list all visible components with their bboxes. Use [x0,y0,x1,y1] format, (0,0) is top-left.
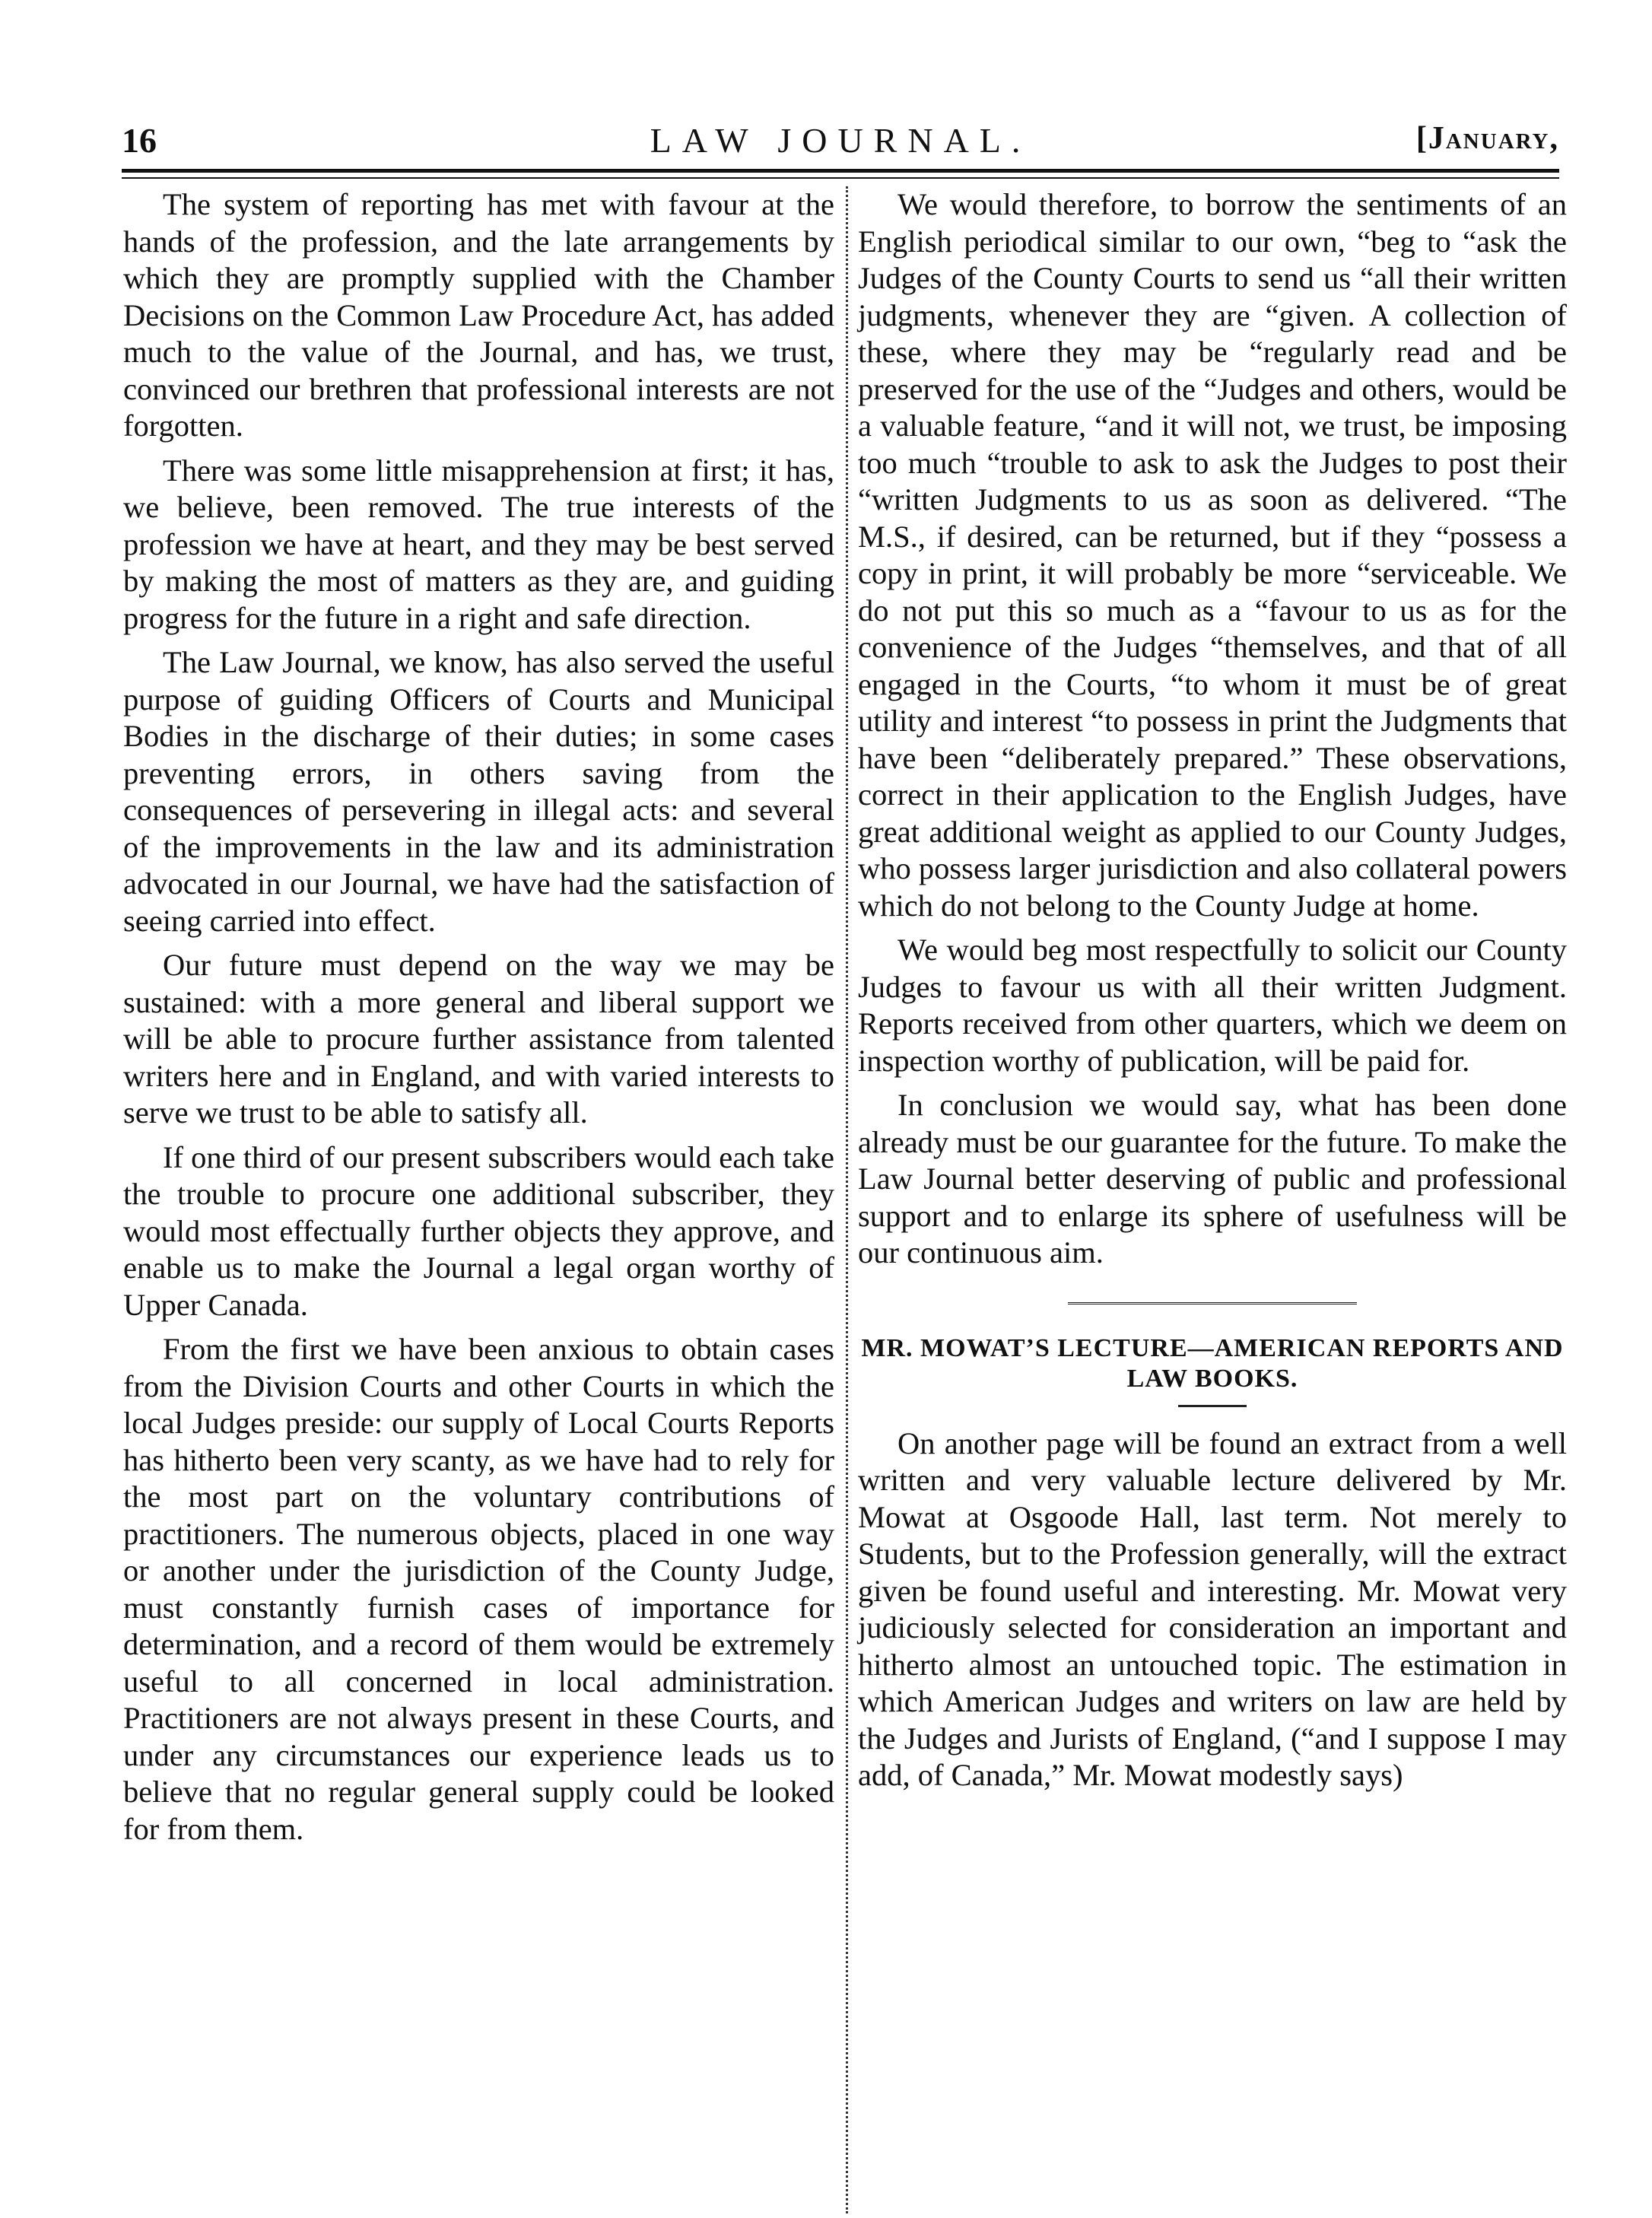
paragraph: We would therefore, to borrow the sentiments of an English periodical similar to our own, “beg to “ask the Judges of the County Courts to send us “all their written judgments, whenever they are “given. A collection of these, where they may be “regularly read and be preserved for the use of the “Judges and others, would be a valuable feature, “and it will not, we trust, be imposing too much “trouble to ask to ask the Judges to post their “written Judgments to us as soon as delivered. “The M.S., if desired, can be returned, but if they “possess a copy in print, it will probably be more “serviceable. We do not put this so much as a “favour to us as for the convenience of the Judges “themselves, and that of all engaged in the Courts, “to whom it must be of great utility and interest “to possess in print the Judgments that have been “deliberately prepared.” These observations, correct in their application to the English Judges, have great additional weight as applied to our County Judges, who possess larger jurisdiction and also collateral powers which do not belong to the County Judge at home. [858,187,1567,923]
paragraph: We would beg most respectfully to solicit our County Judges to favour us with all their written Judgment. Reports received from other quarters, which we deem on inspection worthy of publication, will be paid for. [858,933,1567,1078]
section-separator [1068,1302,1357,1304]
paragraph: From the first we have been anxious to obtain cases from the Division Courts and other Courts in which the local Judges preside: our supply of Local Courts Reports has hitherto been very scanty, as we have had to rely for the most part on the voluntary contributions of practitioners. The numerous objects, placed in one way or another under the jurisdiction of the County Judge, must constantly furnish cases of importance for determination, and a record of them would be extremely useful to all concerned in local administration. Practitioners are not always present in these Courts, and under any circumstances our experience leads us to believe that no regular general supply could be looked for from them. [123,1332,834,1846]
heading-underline [1178,1405,1247,1407]
paragraph: The Law Journal, we know, has also served the useful purpose of guiding Officers of Courts and Municipal Bodies in the discharge of their duties; in some cases preventing errors, in others saving from the consequences of persevering in illegal acts: and several of the improvements in the law and its administration advocated in our Journal, we have had the satisfaction of seeing carried into effect. [123,645,834,938]
section-heading: MR. MOWAT’S LECTURE—AMERICAN REPORTS AND LAW BOOKS. [861,1333,1564,1393]
header-rule-secondary [122,177,1559,179]
paragraph: On another page will be found an extract from a well written and very valuable lecture delivered by Mr. Mowat at Osgoode Hall, last term. Not merely to Students, but to the Profession generally, will the extract given be found useful and interesting. Mr. Mowat very judiciously selected for consideration an important and hitherto almost an untouched topic. The estimation in which American Judges and writers on law are held by the Judges and Jurists of England, (“and I suppose I may add, of Canada,” Mr. Mowat modestly says) [858,1425,1567,1792]
header-rule [122,169,1559,173]
paragraph: Our future must depend on the way we may be sustained: with a more general and liberal support we will be able to procure further assistance from talented writers here and in England, and with varied interests to serve we trust to be able to satisfy all. [123,948,834,1130]
running-header [122,114,1559,167]
paragraph: There was some little misapprehension at first; it has, we believe, been removed. The true interests of the profession we have at heart, and they may be best served by making the most of matters as they are, and guiding progress for the future in a right and safe direction. [123,453,834,635]
page-number: 16 [122,121,157,160]
column-divider [846,186,848,2213]
paragraph: The system of reporting has met with favour at the hands of the profession, and the late arrangements by which they are promptly supplied with the Chamber Decisions on the Common Law Procedure Act, has added much to the value of the Journal, and has, we trust, convinced our brethren that professional interests are not forgotten. [123,187,834,443]
issue-month: [January, [1415,121,1559,156]
paragraph: In conclusion we would say, what has been done already must be our guarantee for the future. To make the Law Journal better deserving of public and professional support and to enlarge its sphere of usefulness will be our continuous aim. [858,1088,1567,1269]
journal-title: LAW JOURNAL. [650,121,1031,160]
left-column [123,186,834,1855]
right-column [858,186,1567,1802]
paragraph: If one third of our present subscribers would each take the trouble to procure one additional subscriber, they would most effectually further objects they approve, and enable us to make the Journal a legal organ worthy of Upper Canada. [123,1139,834,1322]
